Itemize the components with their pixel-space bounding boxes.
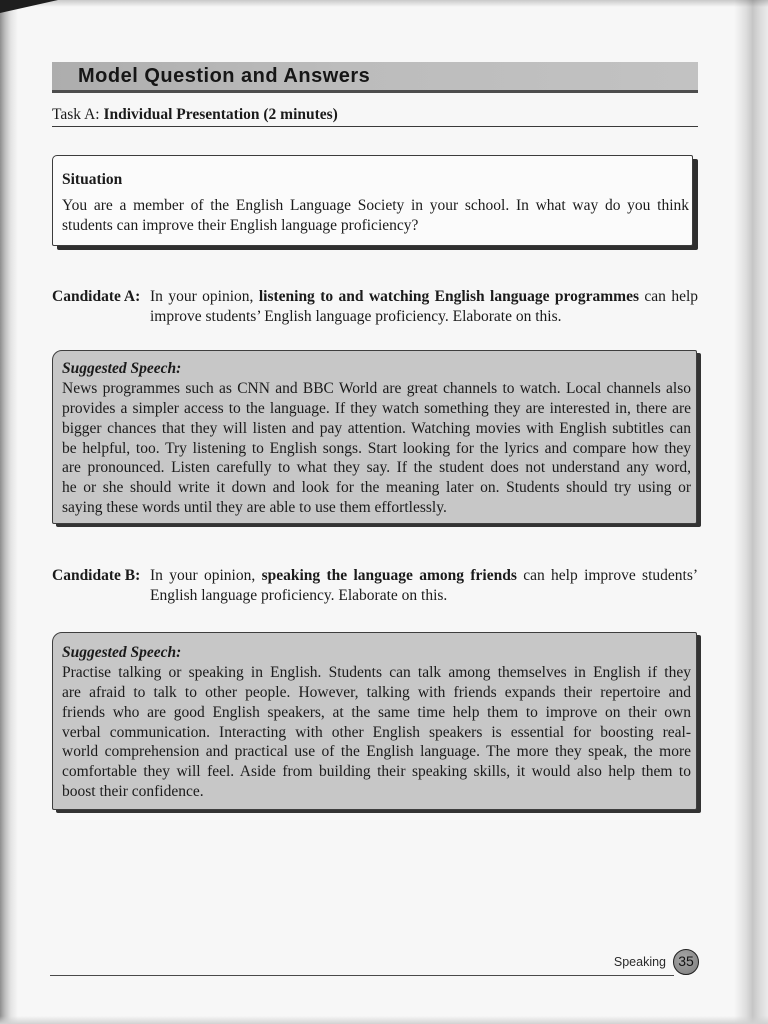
candidate-a-label: Candidate A:: [52, 288, 141, 305]
speech-text-line: comfortable they will feel. Aside from building their speaking skills, it would also help them to: [62, 763, 691, 781]
speech-text-line: friends who are good English speakers, at the same time help them to improve on their own: [62, 703, 691, 721]
situation-text-line: You are a member of the English Language Society in your school. In what way do you think: [62, 197, 689, 214]
speech-text-line: News programmes such as CNN and BBC World are great channels to watch. Local channels also: [62, 380, 691, 397]
candidate-a-prompt: [52, 287, 698, 327]
suggested-speech-title: Suggested Speech:: [62, 360, 182, 377]
task-underline: [52, 126, 698, 127]
speech-text-line: boost their confidence.: [62, 783, 204, 801]
prompt-text: can help improve students’ English language proficiency. Elaborate on this.: [150, 288, 699, 325]
suggested-speech-box-b: [52, 632, 697, 810]
situation-text-line: students can improve their English language proficiency?: [62, 217, 419, 234]
task-title: Individual Presentation (2 minutes): [103, 106, 338, 123]
task-label: Task A:: [52, 106, 100, 123]
page-number-badge: 35: [673, 949, 699, 975]
candidate-b-prompt-text: [150, 566, 698, 606]
scan-top-edge-shadow: [0, 0, 768, 7]
speech-text-line: are afraid to talk to other people. However, talking with friends expands their repertoire and: [62, 683, 691, 701]
speech-text-line: he or she should write it down and look for the meaning later on. Students should try using or: [62, 479, 691, 497]
prompt-text: In your opinion,: [150, 288, 254, 305]
speech-text-line: provides a simpler access to the language. If they watch something they are interested in, there are: [62, 399, 691, 417]
footer-section-name: Speaking: [613, 955, 666, 969]
prompt-text: In your opinion,: [150, 567, 256, 584]
speech-text-line: verbal communication. Interacting with other English speakers is essential for boosting real-: [62, 723, 691, 741]
candidate-a-prompt-text: [150, 287, 698, 327]
candidate-b-label: Candidate B:: [52, 567, 141, 584]
section-header-bar: [52, 62, 698, 93]
speech-text-line: are pronounced. Listen carefully to what they say. If the student does not understand any word,: [62, 459, 691, 477]
section-title: Model Question and Answers: [78, 65, 371, 87]
prompt-topic: speaking the language among friends: [261, 567, 517, 584]
task-heading: [52, 105, 338, 125]
prompt-text: can help improve students’ English language proficiency. Elaborate on this.: [150, 567, 699, 604]
footer-rule: [50, 975, 674, 976]
candidate-b-prompt: [52, 566, 698, 606]
situation-box: [52, 155, 693, 246]
scan-bottom-edge-shadow: [0, 1016, 768, 1024]
speech-text-line: saying these words until they are able to use them effortlessly.: [62, 499, 447, 517]
scan-right-edge-shadow: [734, 0, 768, 1024]
suggested-speech-title: Suggested Speech:: [62, 644, 182, 661]
scan-left-edge-shadow: [0, 0, 18, 1024]
speech-text-line: be helpful, too. Try listening to English songs. Start looking for the lyrics and compare how they: [62, 439, 691, 457]
speech-text-line: bigger chances that they will listen and pay attention. Watching movies with English subtitles can: [62, 419, 691, 437]
prompt-topic: listening to and watching English language programmes: [258, 288, 639, 305]
suggested-speech-box-a: [52, 350, 697, 524]
speech-text-line: Practise talking or speaking in English. Students can talk among themselves in English if they: [62, 664, 691, 681]
situation-title: Situation: [62, 171, 123, 188]
speech-text-line: world comprehension and practical use of the English language. The more they speak, the more: [62, 743, 691, 761]
